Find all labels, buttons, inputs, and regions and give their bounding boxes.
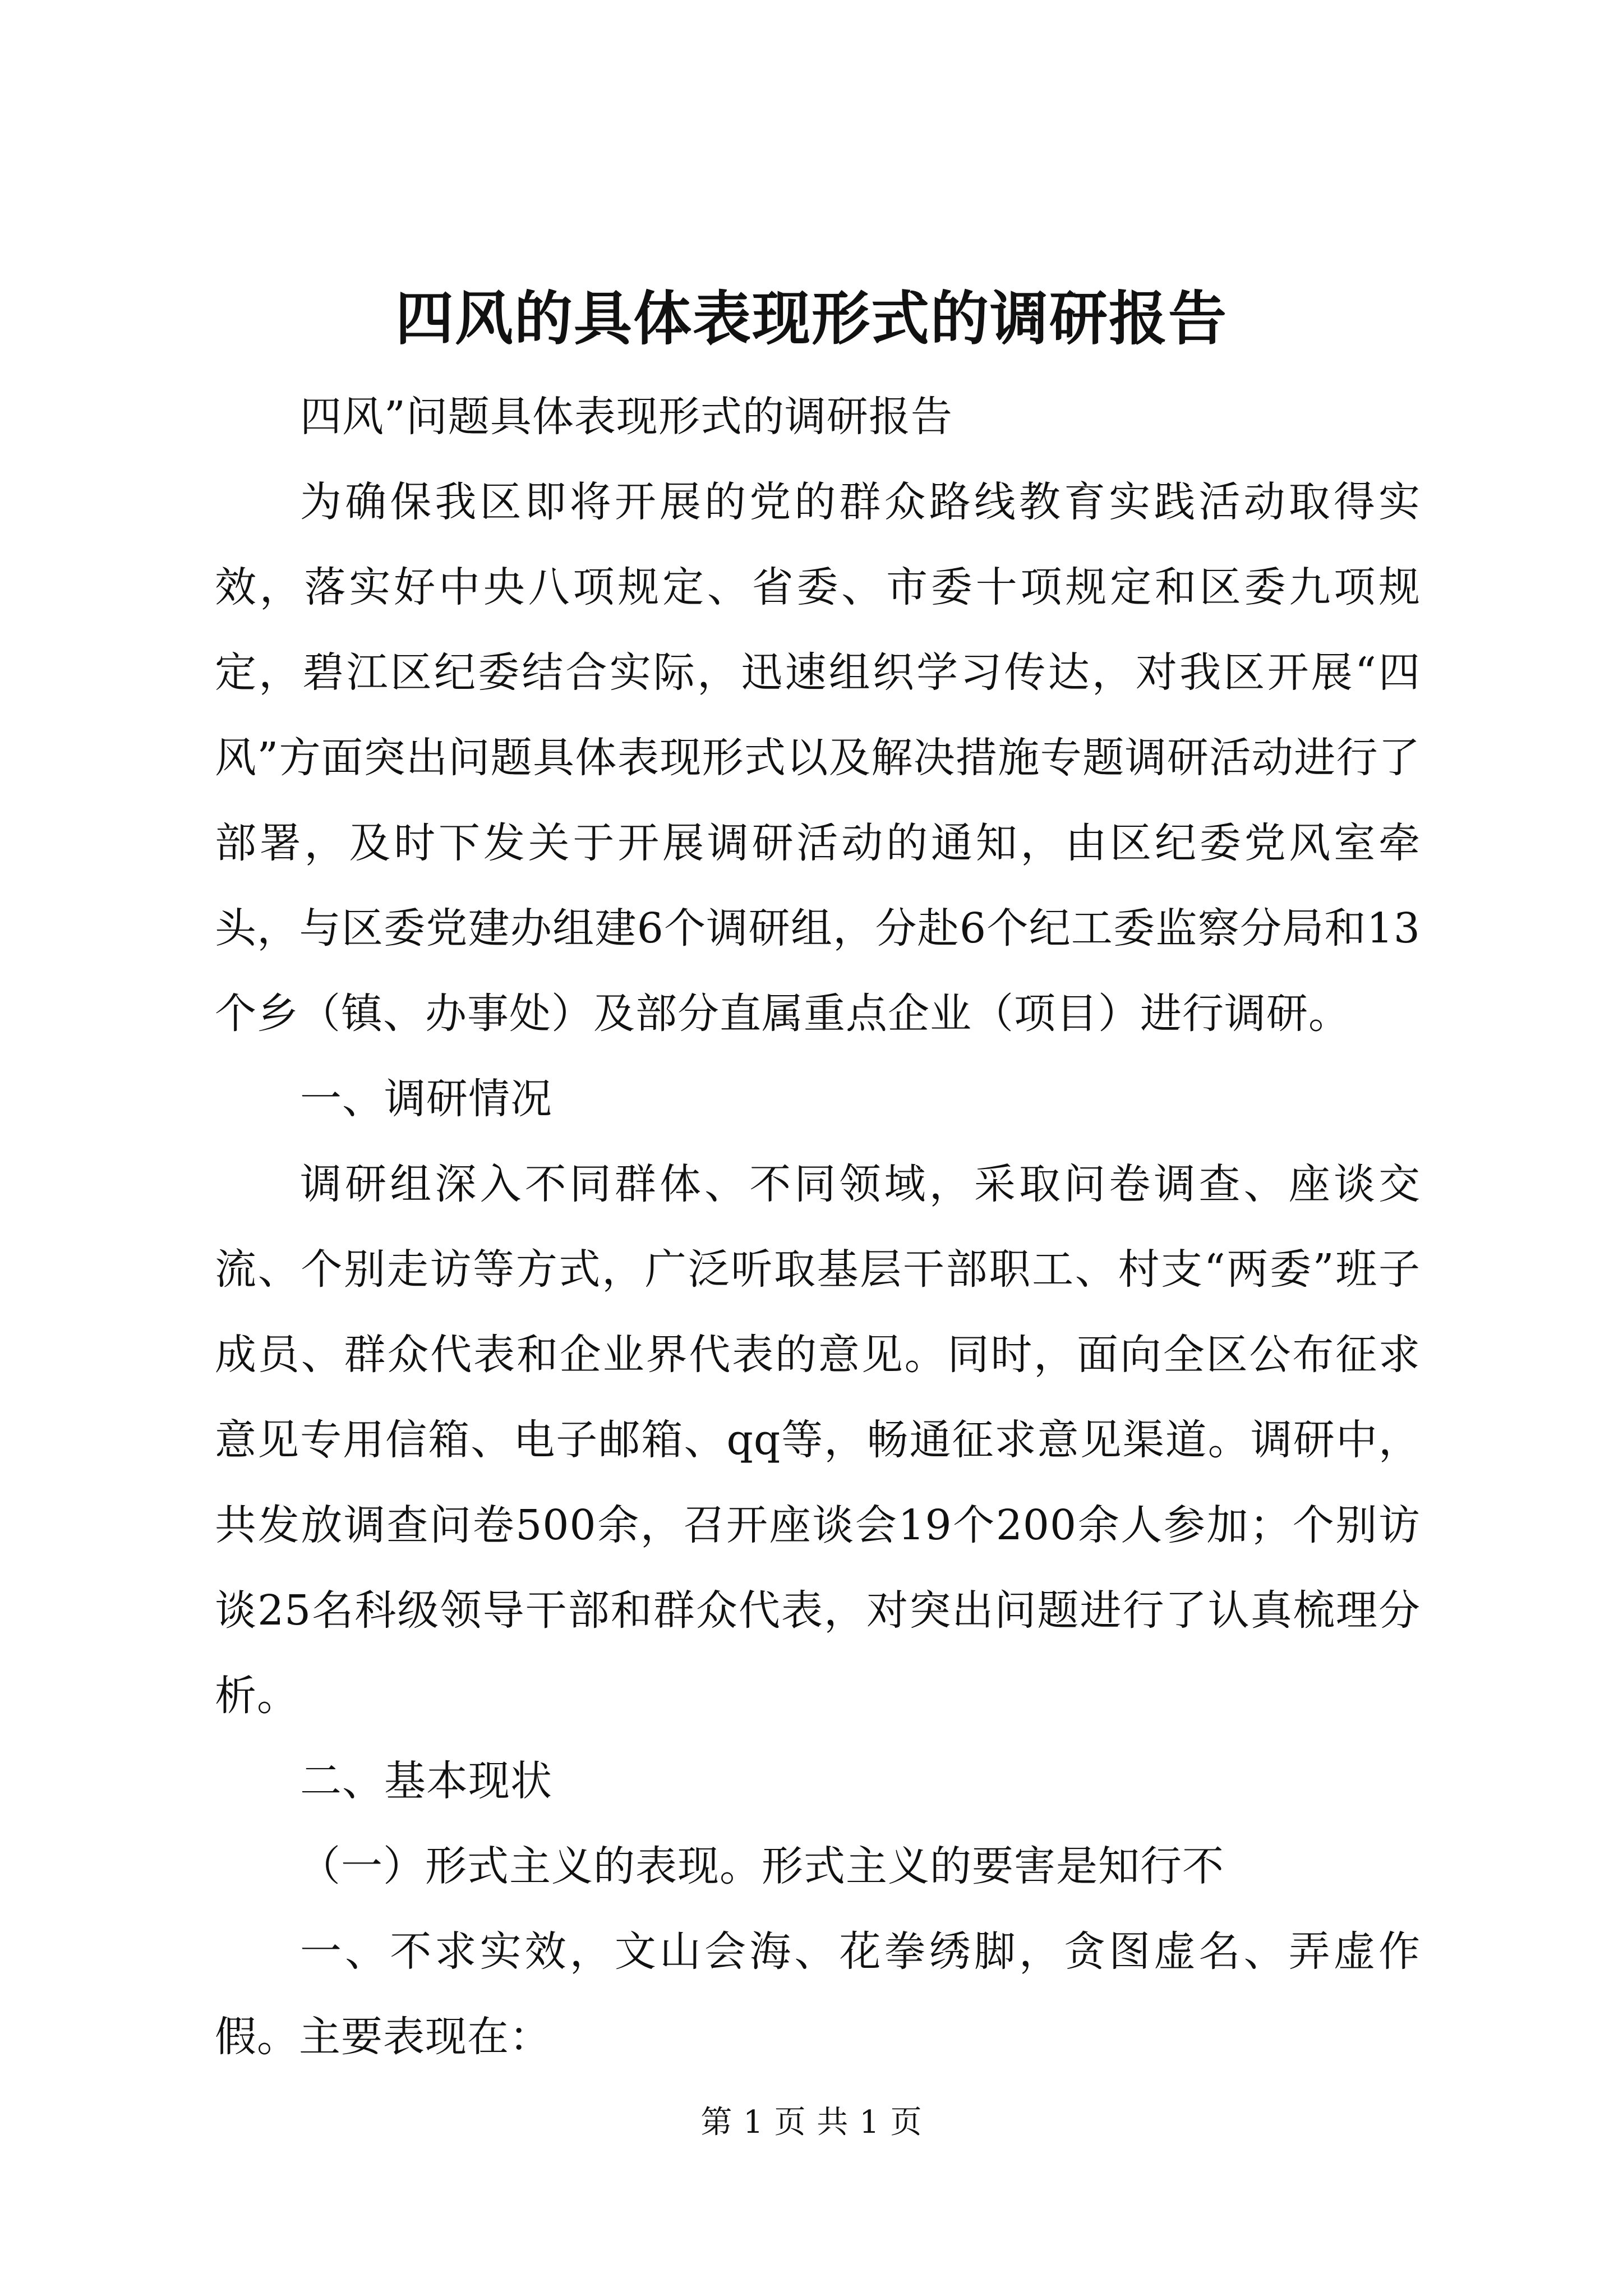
page-footer: 第 1 页 共 1 页: [700, 2104, 923, 2141]
document-body: [215, 374, 1421, 2079]
section-heading-status: 二、基本现状: [300, 1757, 552, 1805]
subsection-formalism: （一）形式主义的表现。形式主义的要害是知行不: [299, 1842, 1224, 1890]
document-title: 四风的具体表现形式的调研报告: [395, 284, 1228, 353]
subtitle-paragraph: 四风”问题具体表现形式的调研报告: [300, 393, 953, 441]
formalism-paragraph: 一、不求实效，文山会海、花拳绣脚，贪图虚名、弄虚作假。主要表现在：: [215, 1927, 1421, 2061]
section-heading-survey: 一、调研情况: [300, 1075, 552, 1123]
survey-paragraph: 调研组深入不同群体、不同领域，采取问卷调查、座谈交流、个别走访等方式，广泛听取基层干部职工、村支“两委”班子成员、群众代表和企业界代表的意见。同时，面向全区公布征求意见专用信箱、电子邮箱、qq等，畅通征求意见渠道。调研中，共发放调查问卷500余，召开座谈会19个200余人参加；个别访谈25名科级领导干部和群众代表，对突出问题进行了认真梳理分析。: [215, 1160, 1421, 1720]
intro-paragraph: 为确保我区即将开展的党的群众路线教育实践活动取得实效，落实好中央八项规定、省委、市委十项规定和区委九项规定，碧江区纪委结合实际，迅速组织学习传达，对我区开展“四风”方面突出问题具体表现形式以及解决措施专题调研活动进行了部署，及时下发关于开展调研活动的通知，由区纪委党风室牵头，与区委党建办组建6个调研组，分赴6个纪工委监察分局和13个乡（镇、办事处）及部分直属重点企业（项目）进行调研。: [215, 478, 1421, 1038]
